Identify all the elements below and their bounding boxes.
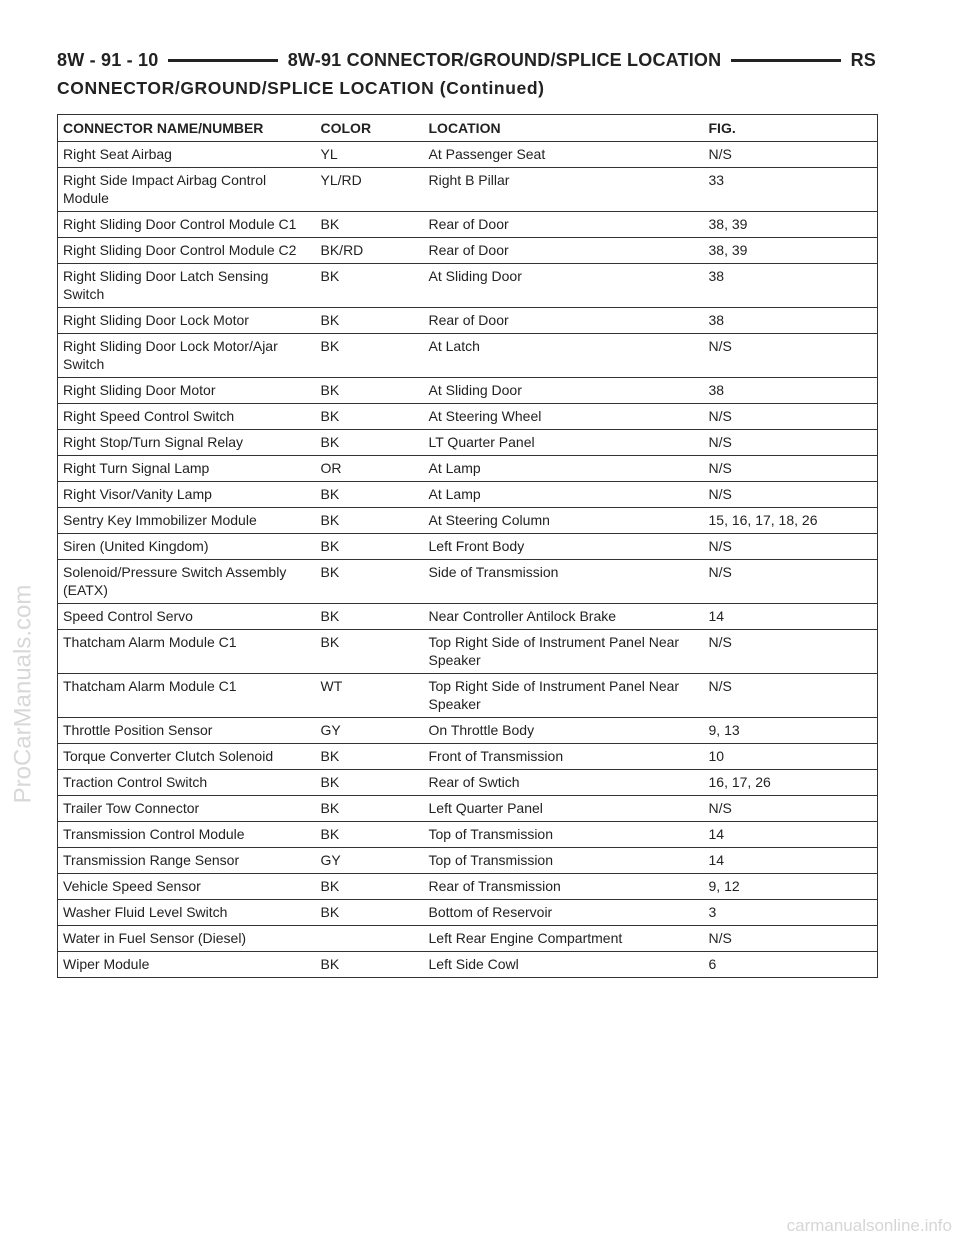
cell-connector-name: Right Sliding Door Control Module C2 xyxy=(58,238,316,264)
cell-connector-name: Right Sliding Door Control Module C1 xyxy=(58,212,316,238)
table-row xyxy=(58,482,878,508)
table-row xyxy=(58,168,878,212)
cell-fig: N/S xyxy=(704,926,878,952)
cell-fig: N/S xyxy=(704,142,878,168)
cell-connector-name: Traction Control Switch xyxy=(58,770,316,796)
cell-fig: N/S xyxy=(704,430,878,456)
cell-connector-name: Right Sliding Door Lock Motor/Ajar Switch xyxy=(58,334,316,378)
table-row xyxy=(58,796,878,822)
cell-location: At Lamp xyxy=(424,482,704,508)
cell-connector-name: Speed Control Servo xyxy=(58,604,316,630)
table-row xyxy=(58,952,878,978)
cell-location: At Passenger Seat xyxy=(424,142,704,168)
cell-fig: 38 xyxy=(704,308,878,334)
cell-location: Bottom of Reservoir xyxy=(424,900,704,926)
cell-location: Top of Transmission xyxy=(424,822,704,848)
cell-connector-name: Transmission Control Module xyxy=(58,822,316,848)
cell-connector-name: Throttle Position Sensor xyxy=(58,718,316,744)
cell-location: Front of Transmission xyxy=(424,744,704,770)
cell-fig: 38, 39 xyxy=(704,238,878,264)
table-row xyxy=(58,822,878,848)
cell-fig: 6 xyxy=(704,952,878,978)
cell-location: Near Controller Antilock Brake xyxy=(424,604,704,630)
cell-color: BK xyxy=(316,952,424,978)
cell-fig: N/S xyxy=(704,560,878,604)
table-row xyxy=(58,674,878,718)
cell-location: Side of Transmission xyxy=(424,560,704,604)
table-row xyxy=(58,404,878,430)
cell-color: BK xyxy=(316,744,424,770)
cell-location: At Steering Column xyxy=(424,508,704,534)
cell-connector-name: Thatcham Alarm Module C1 xyxy=(58,674,316,718)
table-row xyxy=(58,848,878,874)
cell-fig: 33 xyxy=(704,168,878,212)
cell-color: BK xyxy=(316,534,424,560)
cell-color: BK xyxy=(316,508,424,534)
table-row xyxy=(58,744,878,770)
cell-fig: 9, 12 xyxy=(704,874,878,900)
table-row xyxy=(58,456,878,482)
table-row xyxy=(58,238,878,264)
table-row xyxy=(58,142,878,168)
cell-fig: N/S xyxy=(704,334,878,378)
cell-location: LT Quarter Panel xyxy=(424,430,704,456)
table-row xyxy=(58,264,878,308)
cell-color: BK xyxy=(316,334,424,378)
column-header-color: COLOR xyxy=(316,115,424,142)
table-row xyxy=(58,212,878,238)
table-row xyxy=(58,308,878,334)
cell-color: BK xyxy=(316,430,424,456)
cell-location: At Sliding Door xyxy=(424,378,704,404)
page-number: 8W - 91 - 10 xyxy=(57,49,159,70)
cell-fig: 14 xyxy=(704,822,878,848)
cell-location: Left Front Body xyxy=(424,534,704,560)
cell-location: At Lamp xyxy=(424,456,704,482)
cell-fig: N/S xyxy=(704,674,878,718)
cell-color: BK xyxy=(316,378,424,404)
side-watermark-text: ProCarManuals.com xyxy=(9,584,36,804)
cell-fig: 10 xyxy=(704,744,878,770)
cell-connector-name: Solenoid/Pressure Switch Assembly (EATX) xyxy=(58,560,316,604)
table-row xyxy=(58,560,878,604)
table-row xyxy=(58,508,878,534)
cell-fig: 15, 16, 17, 18, 26 xyxy=(704,508,878,534)
cell-color: BK xyxy=(316,770,424,796)
cell-connector-name: Wiper Module xyxy=(58,952,316,978)
cell-location: Right B Pillar xyxy=(424,168,704,212)
cell-location: Top Right Side of Instrument Panel Near Speaker xyxy=(424,674,704,718)
table-body xyxy=(58,142,878,978)
column-header-fig: FIG. xyxy=(704,115,878,142)
cell-color: BK xyxy=(316,482,424,508)
column-header-connector-name: CONNECTOR NAME/NUMBER xyxy=(58,115,316,142)
cell-location: At Sliding Door xyxy=(424,264,704,308)
cell-color xyxy=(316,926,424,952)
cell-color: GY xyxy=(316,718,424,744)
connector-location-table xyxy=(57,114,878,978)
cell-connector-name: Thatcham Alarm Module C1 xyxy=(58,630,316,674)
cell-fig: N/S xyxy=(704,630,878,674)
cell-fig: 38 xyxy=(704,264,878,308)
cell-connector-name: Right Stop/Turn Signal Relay xyxy=(58,430,316,456)
cell-fig: 16, 17, 26 xyxy=(704,770,878,796)
cell-connector-name: Right Seat Airbag xyxy=(58,142,316,168)
table-row xyxy=(58,874,878,900)
cell-color: OR xyxy=(316,456,424,482)
cell-connector-name: Right Sliding Door Lock Motor xyxy=(58,308,316,334)
cell-color: WT xyxy=(316,674,424,718)
model-code: RS xyxy=(850,49,877,70)
cell-connector-name: Torque Converter Clutch Solenoid xyxy=(58,744,316,770)
cell-location: Top of Transmission xyxy=(424,848,704,874)
cell-connector-name: Sentry Key Immobilizer Module xyxy=(58,508,316,534)
cell-connector-name: Right Speed Control Switch xyxy=(58,404,316,430)
cell-color: BK xyxy=(316,308,424,334)
header-rule-right xyxy=(731,59,840,62)
cell-color: BK xyxy=(316,604,424,630)
table-row xyxy=(58,718,878,744)
cell-fig: N/S xyxy=(704,534,878,560)
cell-fig: 14 xyxy=(704,604,878,630)
cell-location: At Steering Wheel xyxy=(424,404,704,430)
table-row xyxy=(58,334,878,378)
table-row xyxy=(58,630,878,674)
cell-connector-name: Right Side Impact Airbag Control Module xyxy=(58,168,316,212)
cell-location: Rear of Door xyxy=(424,212,704,238)
page-header xyxy=(57,44,876,76)
cell-location: Left Side Cowl xyxy=(424,952,704,978)
cell-fig: N/S xyxy=(704,456,878,482)
cell-fig: 9, 13 xyxy=(704,718,878,744)
cell-fig: 38, 39 xyxy=(704,212,878,238)
page-title: CONNECTOR/GROUND/SPLICE LOCATION (Continued) xyxy=(57,78,545,98)
cell-color: BK xyxy=(316,874,424,900)
cell-fig: 38 xyxy=(704,378,878,404)
table-header-row xyxy=(58,115,878,142)
cell-connector-name: Right Sliding Door Latch Sensing Switch xyxy=(58,264,316,308)
cell-location: At Latch xyxy=(424,334,704,378)
column-header-location: LOCATION xyxy=(424,115,704,142)
cell-location: Rear of Door xyxy=(424,238,704,264)
cell-connector-name: Right Visor/Vanity Lamp xyxy=(58,482,316,508)
cell-color: BK xyxy=(316,404,424,430)
table-row xyxy=(58,604,878,630)
cell-color: BK xyxy=(316,900,424,926)
table-row xyxy=(58,926,878,952)
cell-location: Rear of Transmission xyxy=(424,874,704,900)
cell-connector-name: Water in Fuel Sensor (Diesel) xyxy=(58,926,316,952)
cell-connector-name: Vehicle Speed Sensor xyxy=(58,874,316,900)
cell-fig: 3 xyxy=(704,900,878,926)
cell-color: BK xyxy=(316,212,424,238)
header-rule-left xyxy=(168,59,277,62)
table-row xyxy=(58,430,878,456)
table-row xyxy=(58,534,878,560)
cell-fig: 14 xyxy=(704,848,878,874)
cell-fig: N/S xyxy=(704,482,878,508)
cell-connector-name: Siren (United Kingdom) xyxy=(58,534,316,560)
cell-location: On Throttle Body xyxy=(424,718,704,744)
cell-connector-name: Washer Fluid Level Switch xyxy=(58,900,316,926)
table-row xyxy=(58,900,878,926)
side-watermark xyxy=(5,514,41,874)
table-row xyxy=(58,378,878,404)
cell-connector-name: Transmission Range Sensor xyxy=(58,848,316,874)
cell-location: Rear of Door xyxy=(424,308,704,334)
cell-color: GY xyxy=(316,848,424,874)
table-row xyxy=(58,770,878,796)
section-name: 8W-91 CONNECTOR/GROUND/SPLICE LOCATION xyxy=(287,49,722,70)
cell-location: Top Right Side of Instrument Panel Near Speaker xyxy=(424,630,704,674)
cell-connector-name: Trailer Tow Connector xyxy=(58,796,316,822)
bottom-watermark: carmanualsonline.info xyxy=(786,1216,952,1235)
cell-color: YL xyxy=(316,142,424,168)
cell-color: BK xyxy=(316,630,424,674)
cell-color: YL/RD xyxy=(316,168,424,212)
cell-connector-name: Right Sliding Door Motor xyxy=(58,378,316,404)
cell-fig: N/S xyxy=(704,404,878,430)
cell-fig: N/S xyxy=(704,796,878,822)
cell-location: Rear of Swtich xyxy=(424,770,704,796)
cell-location: Left Quarter Panel xyxy=(424,796,704,822)
cell-color: BK xyxy=(316,796,424,822)
cell-color: BK xyxy=(316,264,424,308)
cell-color: BK xyxy=(316,822,424,848)
cell-color: BK xyxy=(316,560,424,604)
cell-location: Left Rear Engine Compartment xyxy=(424,926,704,952)
cell-connector-name: Right Turn Signal Lamp xyxy=(58,456,316,482)
cell-color: BK/RD xyxy=(316,238,424,264)
